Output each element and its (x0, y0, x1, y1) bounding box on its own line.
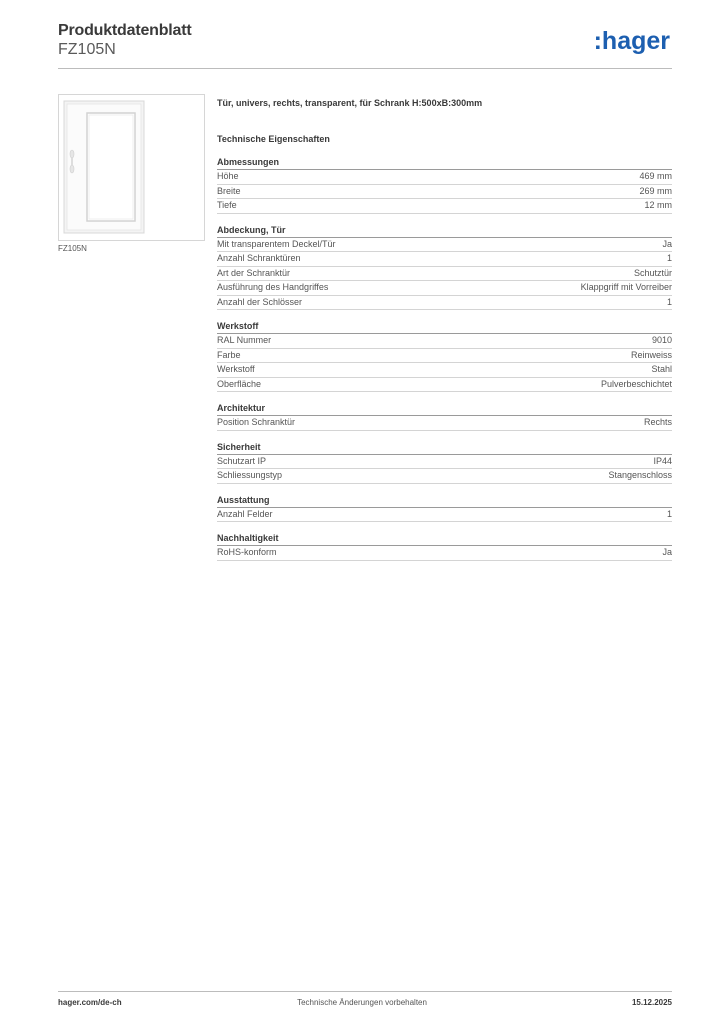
spec-label: Schutzart IP (217, 455, 267, 466)
spec-group (217, 320, 672, 392)
spec-label: Anzahl Schranktüren (217, 253, 301, 263)
spec-label: Werkstoff (217, 364, 255, 374)
spec-label: RoHS-konform (217, 547, 277, 557)
spec-row (217, 185, 672, 200)
product-image (58, 94, 205, 241)
spec-label: Farbe (217, 349, 241, 360)
spec-label: Höhe (217, 171, 239, 181)
spec-row (217, 508, 672, 523)
specifications (217, 96, 672, 561)
page-header (58, 20, 672, 68)
spec-row (217, 199, 672, 214)
spec-label: RAL Nummer (217, 335, 272, 345)
spec-label: Breite (217, 185, 241, 196)
spec-value: Pulverbeschichtet (600, 378, 672, 389)
spec-group (217, 494, 672, 523)
spec-value: Klappgriff mit Vorreiber (580, 282, 672, 292)
spec-row (217, 363, 672, 378)
spec-value: 12 mm (644, 200, 672, 210)
spec-value: Rechts (643, 417, 672, 427)
spec-value: Reinweiss (630, 349, 672, 360)
spec-row (217, 334, 672, 349)
door-illustration (59, 95, 204, 240)
spec-group-title: Architektur (217, 402, 672, 416)
spec-group (217, 532, 672, 561)
spec-value: Schutztür (633, 267, 672, 278)
spec-value: IP44 (653, 455, 672, 466)
spec-group-title: Werkstoff (217, 320, 672, 334)
spec-label: Position Schranktür (217, 417, 296, 427)
spec-label: Mit transparentem Deckel/Tür (217, 238, 336, 249)
spec-group (217, 402, 672, 431)
spec-label: Schliessungstyp (217, 470, 283, 480)
spec-value: 469 mm (639, 171, 672, 181)
spec-group (217, 156, 672, 214)
hager-logo-text: :hager (593, 27, 670, 55)
spec-row (217, 238, 672, 253)
spec-groups (217, 156, 672, 561)
spec-row (217, 349, 672, 364)
spec-row (217, 416, 672, 431)
footer-notice: Technische Änderungen vorbehalten (297, 998, 427, 1007)
spec-value: 1 (666, 296, 672, 307)
spec-value: Ja (662, 547, 672, 557)
spec-label: Anzahl Felder (217, 508, 273, 519)
spec-row (217, 252, 672, 267)
spec-group (217, 441, 672, 484)
spec-label: Ausführung des Handgriffes (217, 282, 329, 292)
spec-label: Tiefe (217, 200, 237, 210)
spec-row (217, 546, 672, 561)
spec-value: 9010 (651, 335, 672, 345)
spec-row (217, 281, 672, 296)
spec-row (217, 378, 672, 393)
spec-label: Anzahl der Schlösser (217, 296, 303, 307)
spec-group (217, 224, 672, 311)
spec-row (217, 267, 672, 282)
spec-group-title: Sicherheit (217, 441, 672, 455)
spec-value: 1 (666, 508, 672, 519)
spec-value: Ja (662, 238, 672, 249)
product-description: Tür, univers, rechts, transparent, für Schrank H:500xB:300mm (217, 98, 483, 108)
spec-group-title: Ausstattung (217, 494, 672, 508)
spec-value: Stangenschloss (608, 470, 672, 480)
spec-label: Oberfläche (217, 378, 262, 389)
footer-website[interactable]: hager.com/de-ch (58, 998, 122, 1007)
spec-group-title: Nachhaltigkeit (217, 532, 672, 546)
document-title: Produktdatenblatt (58, 22, 192, 39)
spec-group-title: Abdeckung, Tür (217, 224, 672, 238)
spec-row (217, 170, 672, 185)
product-code: FZ105N (58, 41, 116, 58)
footer-divider (58, 991, 672, 992)
footer-date: 15.12.2025 (631, 998, 672, 1007)
header-divider (58, 68, 672, 69)
spec-label: Art der Schranktür (217, 267, 291, 278)
spec-value: 1 (666, 253, 672, 263)
spec-row (217, 469, 672, 484)
spec-value: Stahl (651, 364, 672, 374)
image-caption: FZ105N (58, 244, 87, 253)
spec-row (217, 296, 672, 311)
hager-logo (562, 25, 672, 59)
spec-row (217, 455, 672, 470)
spec-group-title: Abmessungen (217, 156, 672, 170)
spec-value: 269 mm (639, 185, 672, 196)
section-heading: Technische Eigenschaften (217, 134, 330, 144)
